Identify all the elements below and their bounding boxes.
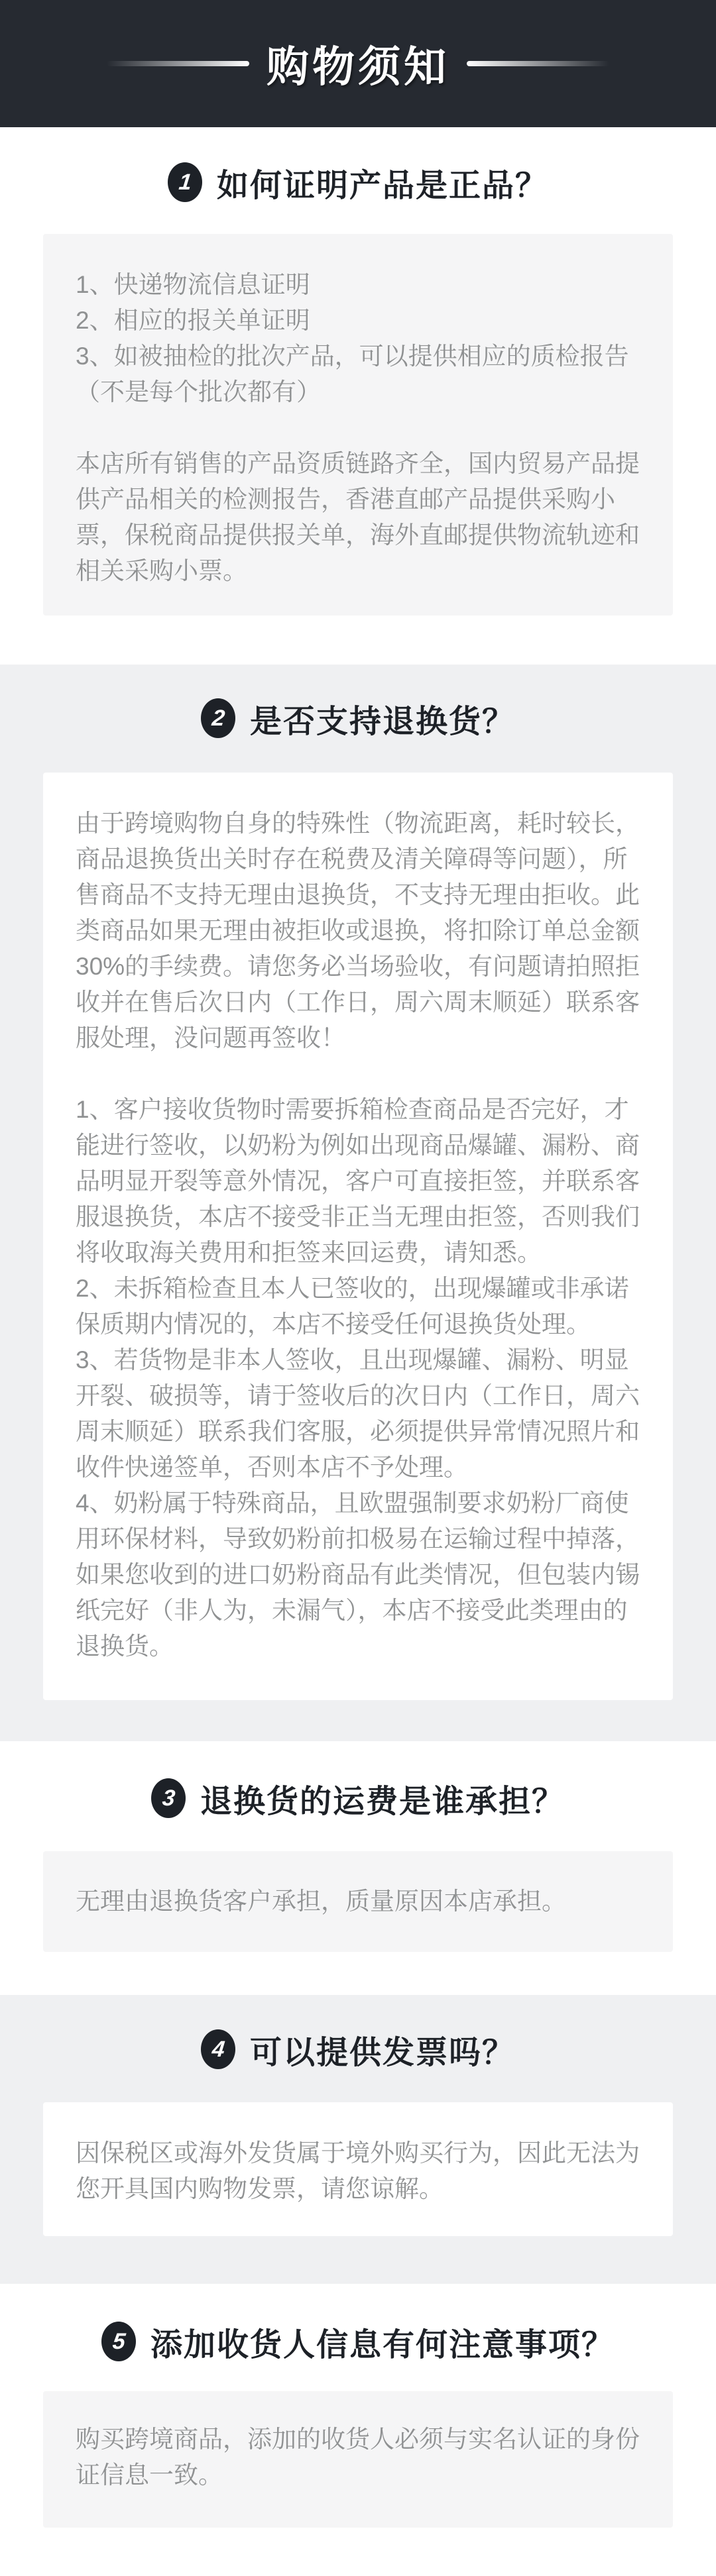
section-1-number-badge: 1 [168, 162, 202, 202]
section-3-question: 退换货的运费是谁承担？ [200, 1784, 565, 1819]
section-2-answer-box [43, 773, 673, 1700]
section-3-number-badge: 3 [151, 1778, 186, 1818]
section-authenticity [0, 162, 716, 616]
section-5-question: 添加收货人信息有何注意事项？ [150, 2327, 615, 2363]
section-return-shipping-fee [0, 1778, 716, 1952]
answer-paragraph: 1、客户接收货物时需要拆箱检查商品是否完好，才能进行签收，以奶粉为例如出现商品爆罐、漏粉、商品明显开裂等意外情况，客户可直接拒签，并联系客服退换货，本店不接受非正当无理由拒签，否则我们将收取海关费用和拒签来回运费，请知悉。 [76, 1096, 640, 1266]
section-2-number-badge: 2 [201, 698, 235, 738]
answer-paragraph: 由于跨境购物自身的特殊性（物流距离，耗时较长，商品退换货出关时存在税费及清关障碍等问题），所售商品不支持无理由退换货，不支持无理由拒收。此类商品如果无理由被拒收或退换，将扣除订单总金额30%的手续费。请您务必当场验收，有问题请拍照拒收并在售后次日内（工作日，周六周末顺延）联系客服处理，没问题再签收！ [76, 810, 640, 1051]
answer-paragraph: 3、如被抽检的批次产品，可以提供相应的质检报告（不是每个批次都有） [76, 343, 629, 405]
section-4-heading [0, 2029, 716, 2070]
section-5-number-badge: 5 [101, 2322, 136, 2361]
section-returns [0, 665, 716, 1741]
answer-paragraph: 3、若货物是非本人签收，且出现爆罐、漏粉、明显开裂、破损等，请于签收后的次日内（工作日，周六周末顺延）联系我们客服，必须提供异常情况照片和收件快递签单，否则本店不予处理。 [76, 1346, 640, 1481]
section-4-number-badge: 4 [201, 2029, 235, 2069]
section-invoice [0, 1995, 716, 2284]
section-3-heading [0, 1778, 716, 1819]
answer-paragraph: 4、奶粉属于特殊商品，且欧盟强制要求奶粉厂商使用环保材料，导致奶粉前扣极易在运输过程中掉落，如果您收到的进口奶粉商品有此类情况，但包装内锡纸完好（非人为，未漏气），本店不接受此类理由的退换货。 [76, 1489, 640, 1660]
header-banner [0, 0, 716, 127]
section-2-question: 是否支持退换货？ [249, 704, 515, 739]
section-2-heading [0, 698, 716, 739]
section-recipient-info [0, 2321, 716, 2528]
section-5-heading [0, 2321, 716, 2362]
section-1-heading [0, 162, 716, 203]
answer-paragraph: 2、未拆箱检查且本人已签收的，出现爆罐或非承诺保质期内情况的，本店不接受任何退换货处理。 [76, 1275, 629, 1338]
answer-paragraph: 1、快递物流信息证明 [76, 271, 310, 298]
answer-paragraph: 因保税区或海外发货属于境外购买行为，因此无法为您开具国内购物发票，请您谅解。 [76, 2139, 640, 2202]
section-1-answer-box [43, 234, 673, 616]
section-1-question: 如何证明产品是正品？ [216, 168, 548, 203]
answer-paragraph: 2、相应的报关单证明 [76, 307, 310, 334]
section-3-answer-box [43, 1851, 673, 1952]
answer-paragraph: 本店所有销售的产品资质链路齐全，国内贸易产品提供产品相关的检测报告，香港直邮产品提供采购小票，保税商品提供报关单，海外直邮提供物流轨迹和相关采购小票。 [76, 450, 640, 584]
header-decor-line-right [467, 61, 609, 66]
section-5-answer-box [43, 2391, 673, 2528]
page-title: 购物须知 [267, 43, 449, 91]
section-4-question: 可以提供发票吗？ [249, 2035, 515, 2070]
section-4-answer-box [43, 2102, 673, 2236]
answer-paragraph: 购买跨境商品，添加的收货人必须与实名认证的身份证信息一致。 [76, 2426, 640, 2489]
header-decor-line-left [107, 61, 249, 66]
answer-paragraph: 无理由退换货客户承担，质量原因本店承担。 [76, 1888, 566, 1915]
